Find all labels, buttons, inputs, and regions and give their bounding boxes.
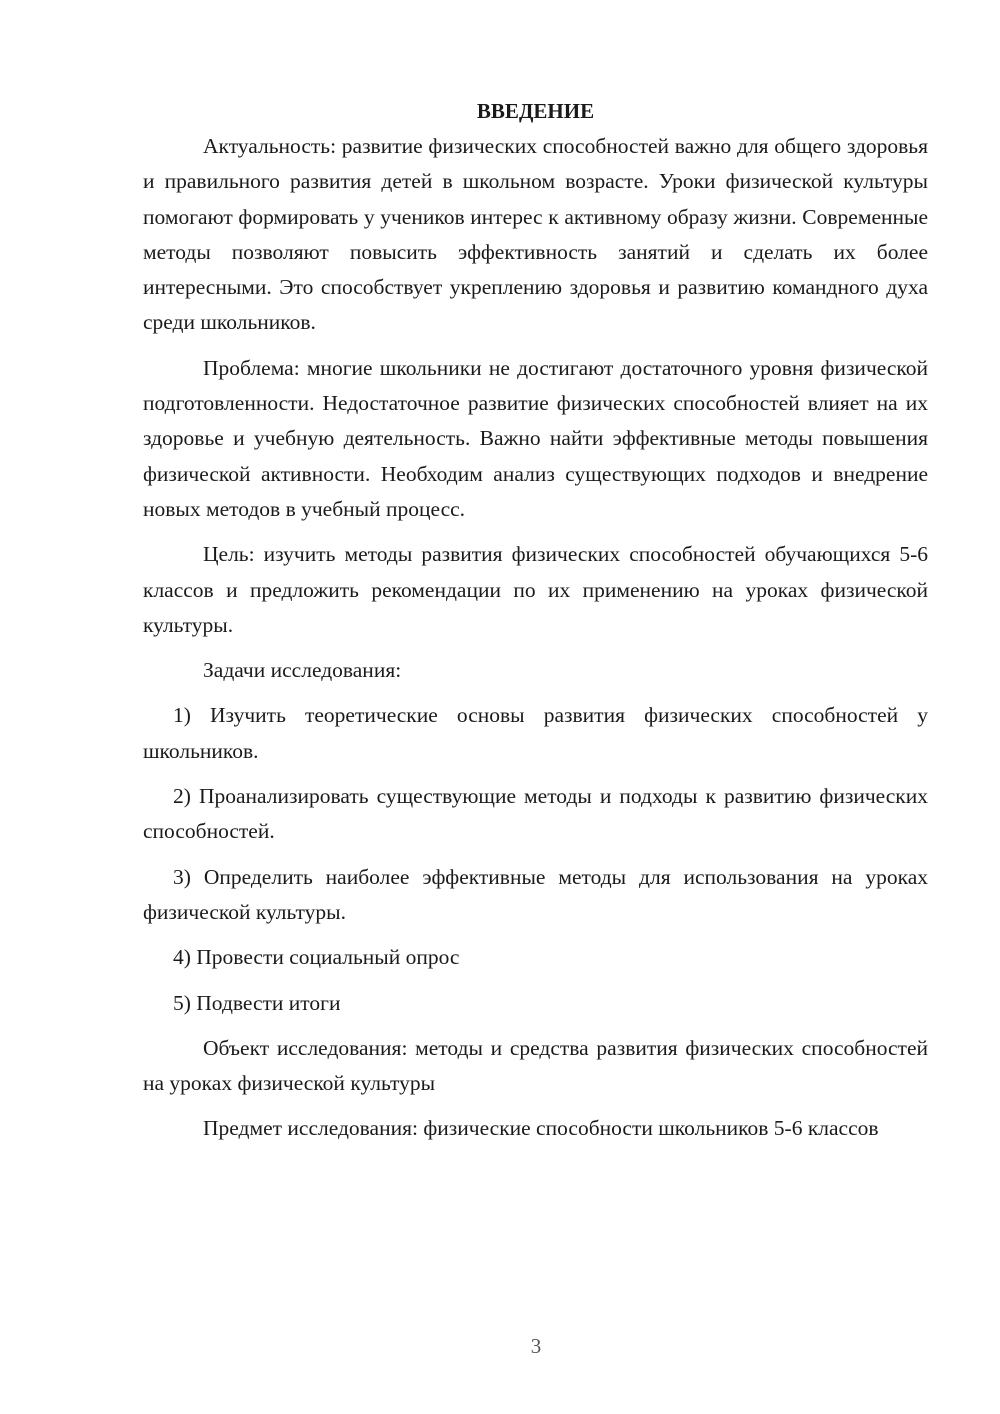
task-item-1: 1) Изучить теоретические основы развития физических способностей у школьников. [143,703,928,763]
paragraph-subject: Предмет исследования: физические способности школьников 5-6 классов [203,1116,879,1141]
paragraph-problem: Проблема: многие школьники не достигают достаточного уровня физической подготовленности. Недостаточное развитие физических способностей влияет на их здоровье и учебную деятельность. Важно найти эффективные методы повышения физической активности. Необходим анализ существующих подходов и внедрение новых методов в учебный процесс. [143,355,928,521]
document-page [143,94,928,1147]
paragraph-relevance: Актуальность: развитие физических способностей важно для общего здоровья и правильного развития детей в школьном возрасте. Уроки физической культуры помогают формировать у учеников интерес к активному образу жизни. Современные методы позволяют повысить эффективность занятий и сделать их более интересными. Это способствует укреплению здоровья и развитию командного духа среди школьников. [143,134,928,335]
page-title: ВВЕДЕНИЕ [476,99,595,123]
task-item-4: 4) Провести социальный опрос [173,945,460,970]
task-item-3: 3) Определить наиболее эффективные методы для использования на уроках физической культуры. [143,864,928,924]
tasks-heading: Задачи исследования: [203,658,402,683]
page-number: 3 [530,1334,542,1358]
task-item-5: 5) Подвести итоги [173,990,341,1015]
task-item-2: 2) Проанализировать существующие методы и подходы к развитию физических способностей. [143,784,928,844]
paragraph-object: Объект исследования: методы и средства развития физических способностей на уроках физической культуры [143,1035,928,1096]
paragraph-goal: Цель: изучить методы развития физических способностей обучающихся 5-6 классов и предложить рекомендации по их применению на уроках физической культуры. [143,542,928,637]
